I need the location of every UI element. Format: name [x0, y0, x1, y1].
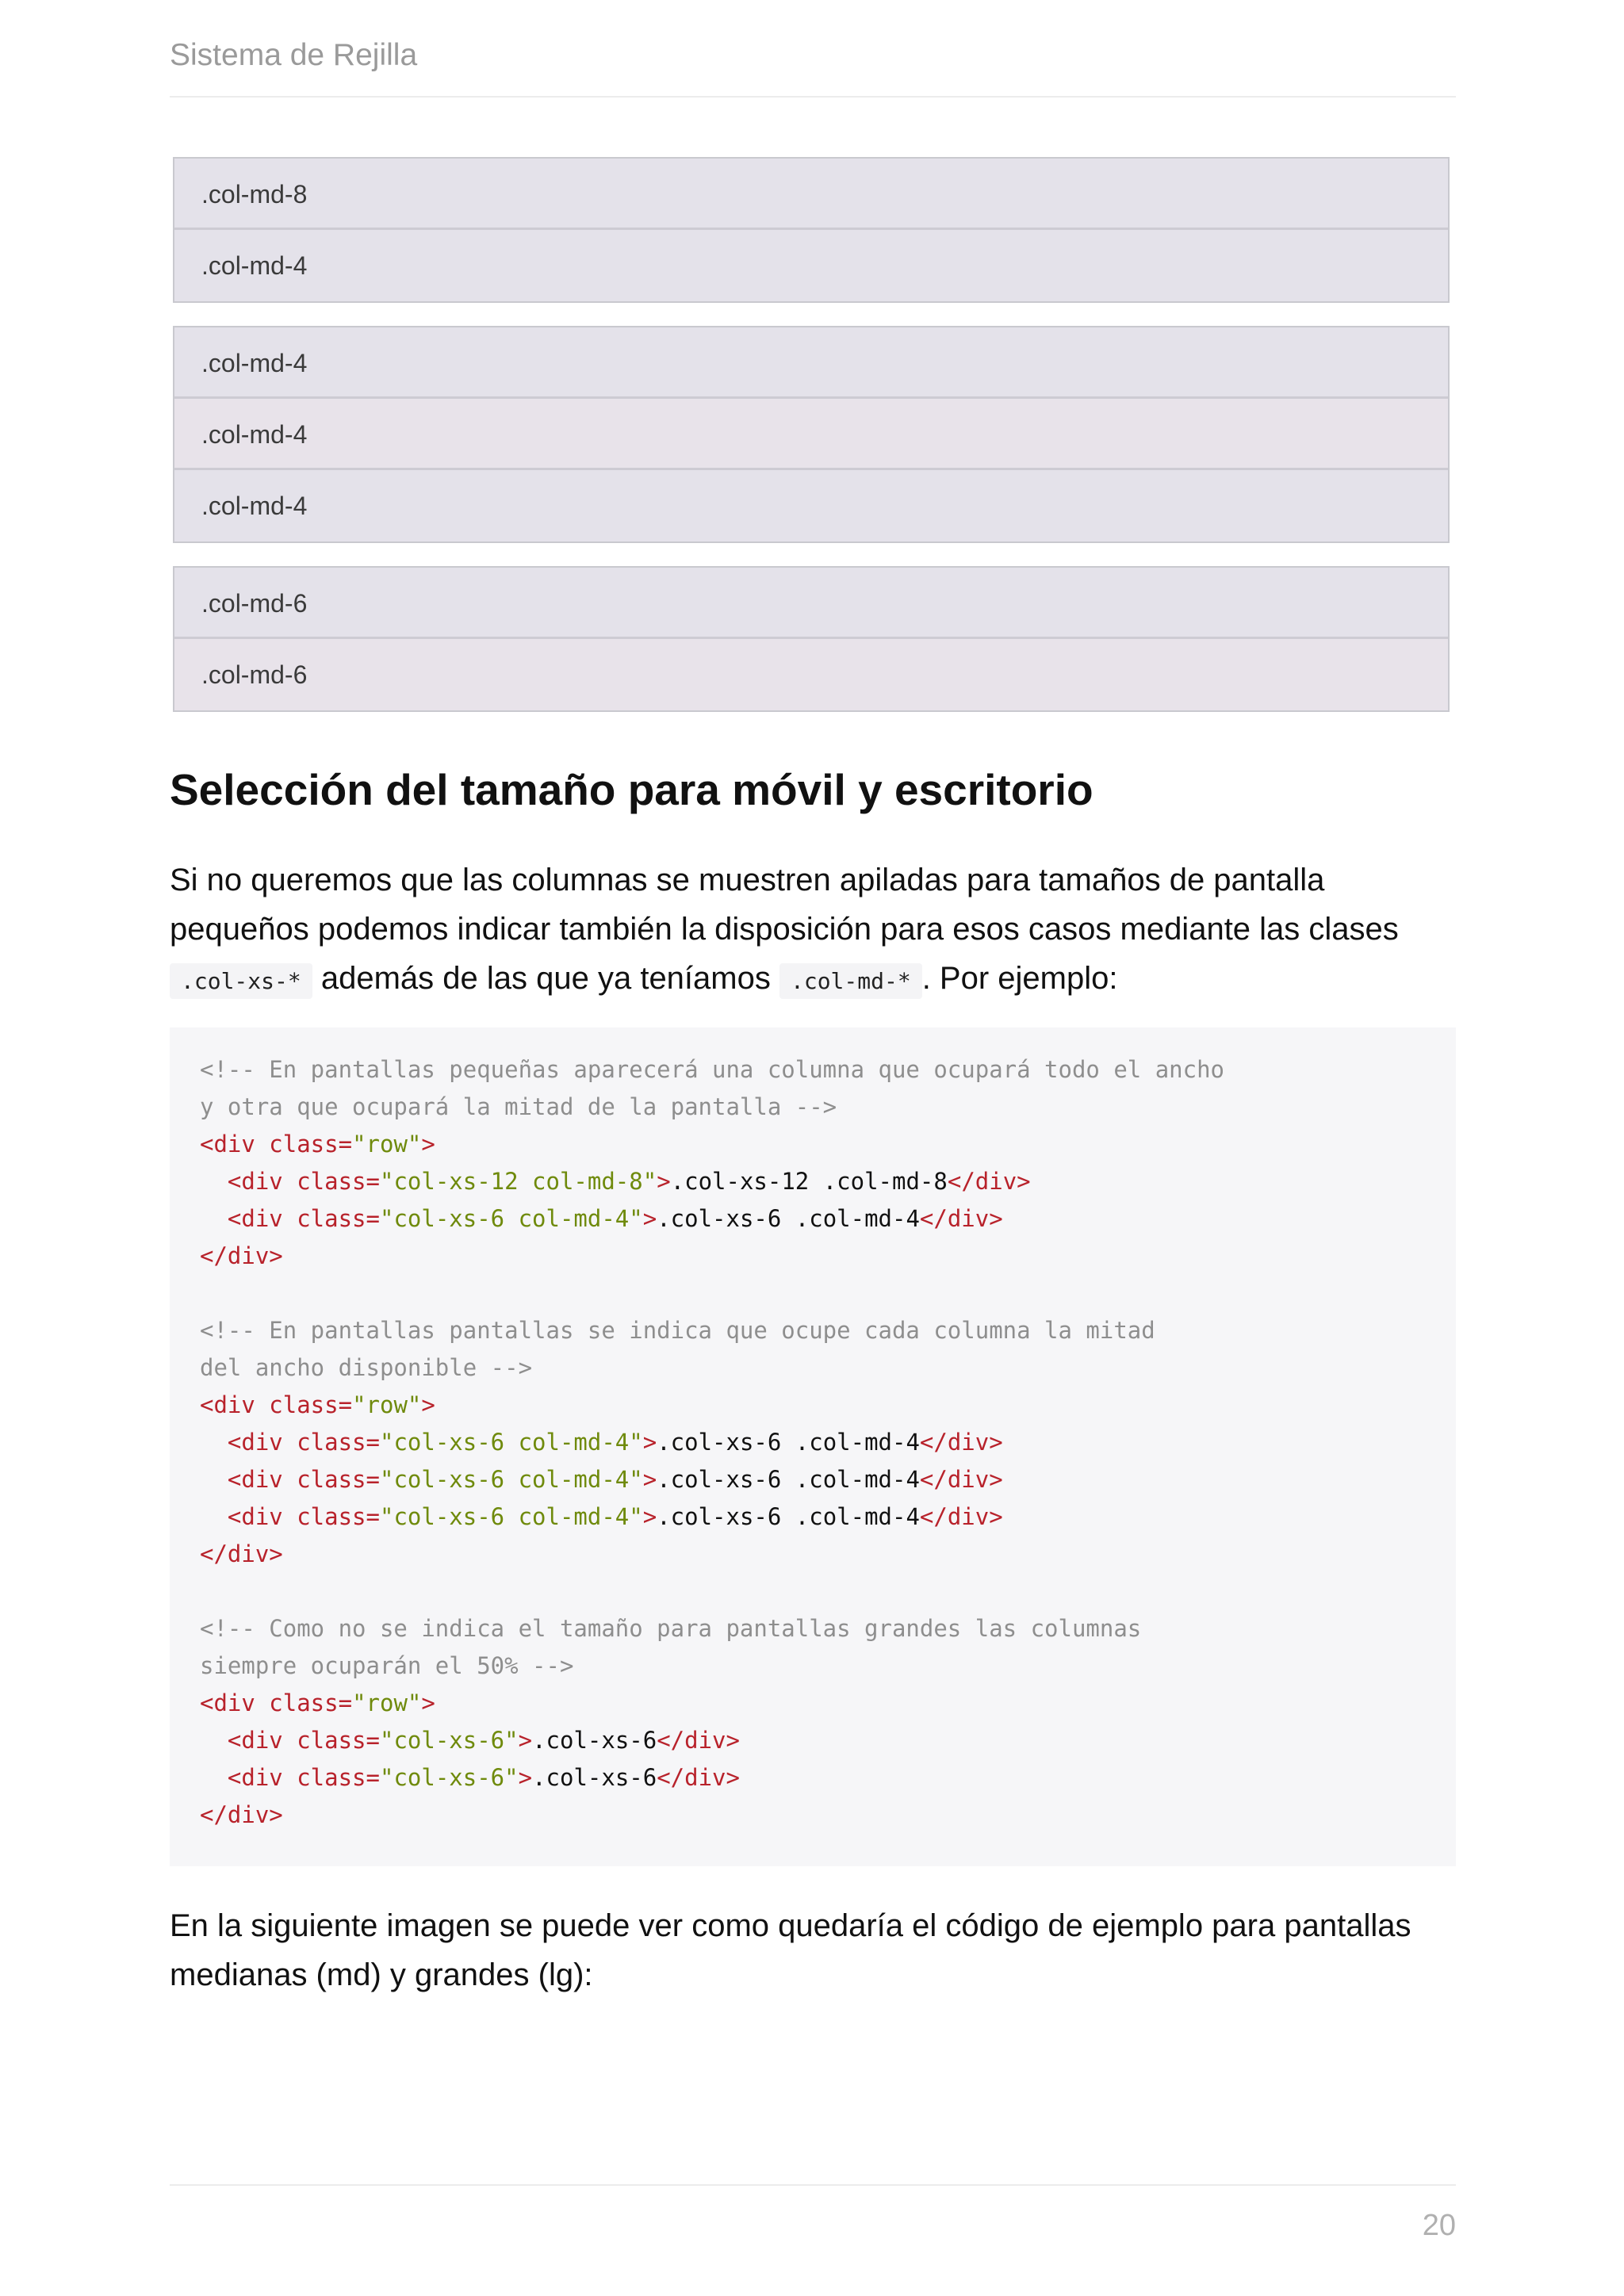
grid-cell: .col-md-4	[174, 327, 1448, 399]
grid-group-md-8-4	[173, 157, 1450, 303]
code-line: <div class="col-xs-6 col-md-4">.col-xs-6 .col-md-4</div>	[200, 1466, 1003, 1493]
code-line: <div class="row">	[200, 1131, 435, 1158]
code-line: <div class="col-xs-6 col-md-4">.col-xs-6 .col-md-4</div>	[200, 1429, 1003, 1456]
grid-cell: .col-md-4	[174, 230, 1448, 301]
header-rule	[170, 96, 1456, 98]
code-line: <div class="col-xs-12 col-md-8">.col-xs-12 .col-md-8</div>	[200, 1168, 1031, 1195]
grid-group-md-6-6	[173, 566, 1450, 712]
intro-line-1: Si no queremos que las columnas se muestren apiladas para tamaños de pantalla	[170, 863, 1325, 897]
grid-cell: .col-md-6	[174, 639, 1448, 710]
grid-cell: .col-md-6	[174, 568, 1448, 639]
intro-end: . Por ejemplo:	[921, 961, 1118, 996]
grid-cell: .col-md-8	[174, 159, 1448, 230]
code-line: <div class="col-xs-6">.col-xs-6</div>	[200, 1764, 740, 1791]
outro-line-2: medianas (md) y grandes (lg):	[170, 1957, 593, 1992]
code-line: <div class="col-xs-6 col-md-4">.col-xs-6 .col-md-4</div>	[200, 1205, 1003, 1232]
code-comment: del ancho disponible -->	[200, 1354, 533, 1381]
page-number: 20	[1422, 2209, 1456, 2242]
running-header: Sistema de Rejilla	[170, 38, 418, 72]
grid-cell: .col-md-4	[174, 399, 1448, 470]
code-line: </div>	[200, 1242, 283, 1269]
code-comment: <!-- Como no se indica el tamaño para pantallas grandes las columnas	[200, 1615, 1142, 1642]
section-heading: Selección del tamaño para móvil y escritorio	[170, 765, 1094, 814]
code-comment: siempre ocuparán el 50% -->	[200, 1652, 574, 1679]
code-blank-line	[200, 1573, 1456, 1610]
code-line: <div class="row">	[200, 1391, 435, 1418]
code-comment: y otra que ocupará la mitad de la pantalla -->	[200, 1093, 837, 1120]
inline-code-xs: .col-xs-*	[170, 963, 312, 999]
code-line: <div class="col-xs-6 col-md-4">.col-xs-6 .col-md-4</div>	[200, 1503, 1003, 1530]
code-comment: <!-- En pantallas pequeñas aparecerá una columna que ocupará todo el ancho	[200, 1056, 1225, 1083]
code-line: </div>	[200, 1540, 283, 1567]
code-comment: <!-- En pantallas pantallas se indica que ocupe cada columna la mitad	[200, 1317, 1155, 1344]
outro-line-1: En la siguiente imagen se puede ver como quedaría el código de ejemplo para pantallas	[170, 1908, 1411, 1943]
code-line: <div class="col-xs-6">.col-xs-6</div>	[200, 1727, 740, 1754]
grid-group-md-4-4-4	[173, 326, 1450, 543]
code-block	[170, 1027, 1456, 1866]
code-line: </div>	[200, 1801, 283, 1828]
intro-line-2: pequeños podemos indicar también la disposición para esos casos mediante las clases	[170, 912, 1399, 947]
inline-code-md: .col-md-*	[779, 963, 922, 999]
code-line: <div class="row">	[200, 1689, 435, 1716]
intro-paragraph	[170, 855, 1456, 1006]
intro-mid: además de las que ya teníamos	[320, 961, 771, 996]
grid-cell: .col-md-4	[174, 470, 1448, 541]
footer-rule	[170, 2184, 1456, 2186]
code-blank-line	[200, 1275, 1456, 1312]
outro-paragraph	[170, 1901, 1456, 1999]
